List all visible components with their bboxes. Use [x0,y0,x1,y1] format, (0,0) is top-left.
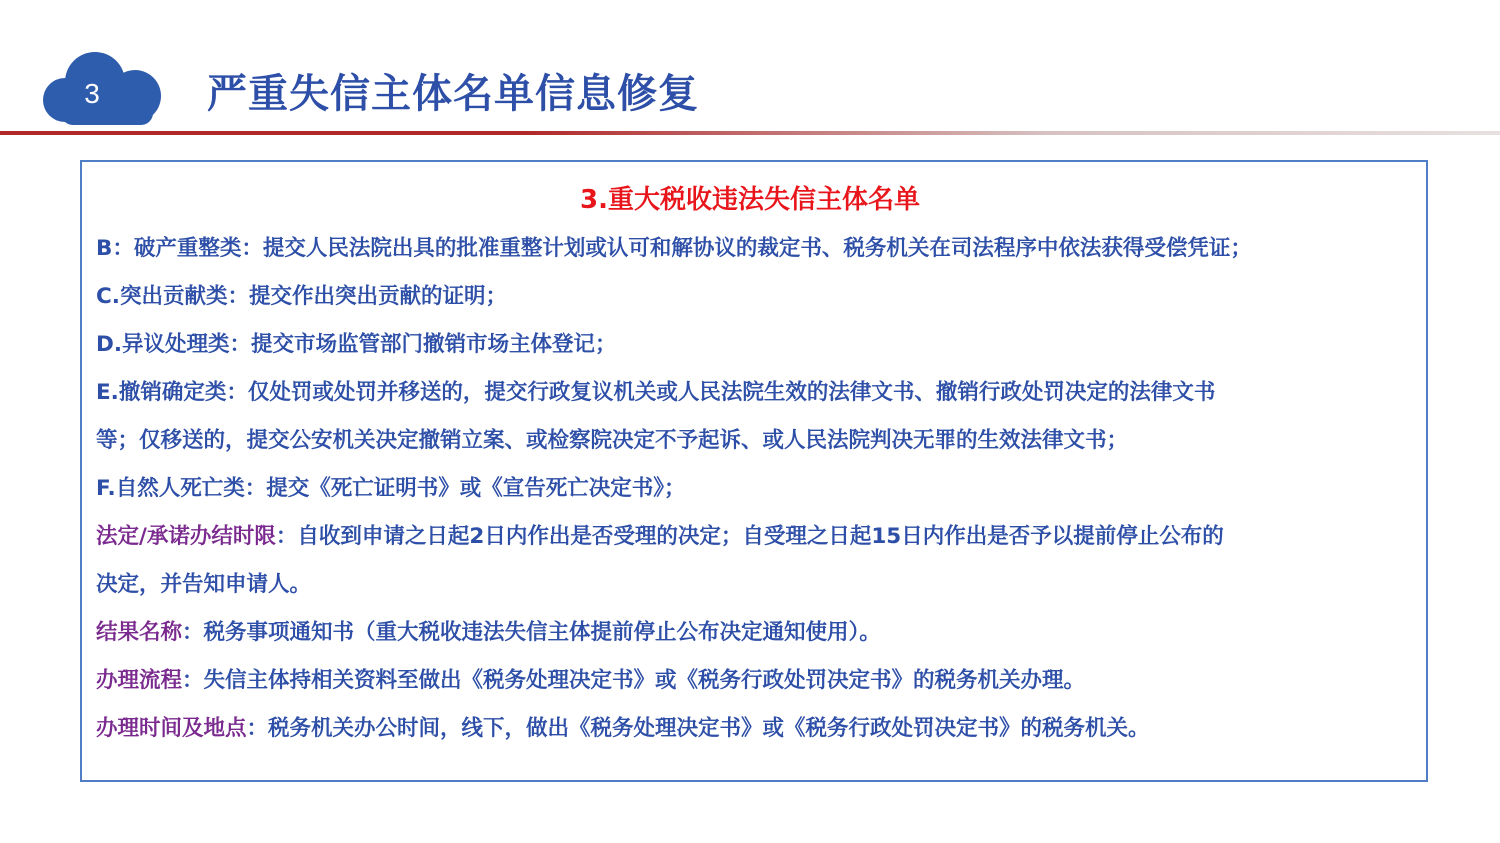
list-item-contribution: C.突出贡献类：提交作出突出贡献的证明； [96,284,507,309]
page-title: 严重失信主体名单信息修复 [207,71,699,117]
time-place-text: ：税务机关办公时间，线下，做出《税务处理决定书》或《税务行政处罚决定书》的税务机关。 [246,716,1150,741]
time-place-line [96,711,1426,747]
result-name-label: 结果名称 [96,620,183,645]
title-divider [0,131,1500,135]
list-item-revocation-line2: 等；仅移送的，提交公安机关决定撤销立案、或检察院决定不予起诉、或人民法院判决无罪的生效法律文书； [96,428,1129,453]
time-limit-line2: 决定，并告知申请人。 [96,572,312,597]
process-line [96,663,1426,699]
time-limit-text: ：自收到申请之日起2日内作出是否受理的决定；自受理之日起15日内作出是否予以提前停止公布的 [275,524,1224,549]
process-text: ：失信主体持相关资料至做出《税务处理决定书》或《税务行政处罚决定书》的税务机关办理。 [182,668,1086,693]
time-limit-label: 法定/承诺办结时限 [96,524,276,549]
list-item-objection: D.异议处理类：提交市场监管部门撤销市场主体登记； [96,332,617,357]
list-item-revocation-line1: E.撤销确定类：仅处罚或处罚并移送的，提交行政复议机关或人民法院生效的法律文书、撤销行政处罚决定的法律文书 [96,380,1216,405]
result-name-line [96,615,1426,651]
content-heading: 3.重大税收违法失信主体名单 [580,185,920,215]
section-number: 3 [84,78,100,109]
result-name-text: ：税务事项通知书（重大税收违法失信主体提前停止公布决定通知使用）。 [182,620,881,645]
list-item-death: F.自然人死亡类：提交《死亡证明书》或《宣告死亡决定书》； [96,476,686,501]
time-place-label: 办理时间及地点 [96,716,247,741]
list-item-bankruptcy: B：破产重整类：提交人民法院出具的批准重整计划或认可和解协议的裁定书、税务机关在司法程序中依法获得受偿凭证； [96,236,1252,261]
time-limit-line1 [96,519,1426,555]
process-label: 办理流程 [96,668,183,693]
